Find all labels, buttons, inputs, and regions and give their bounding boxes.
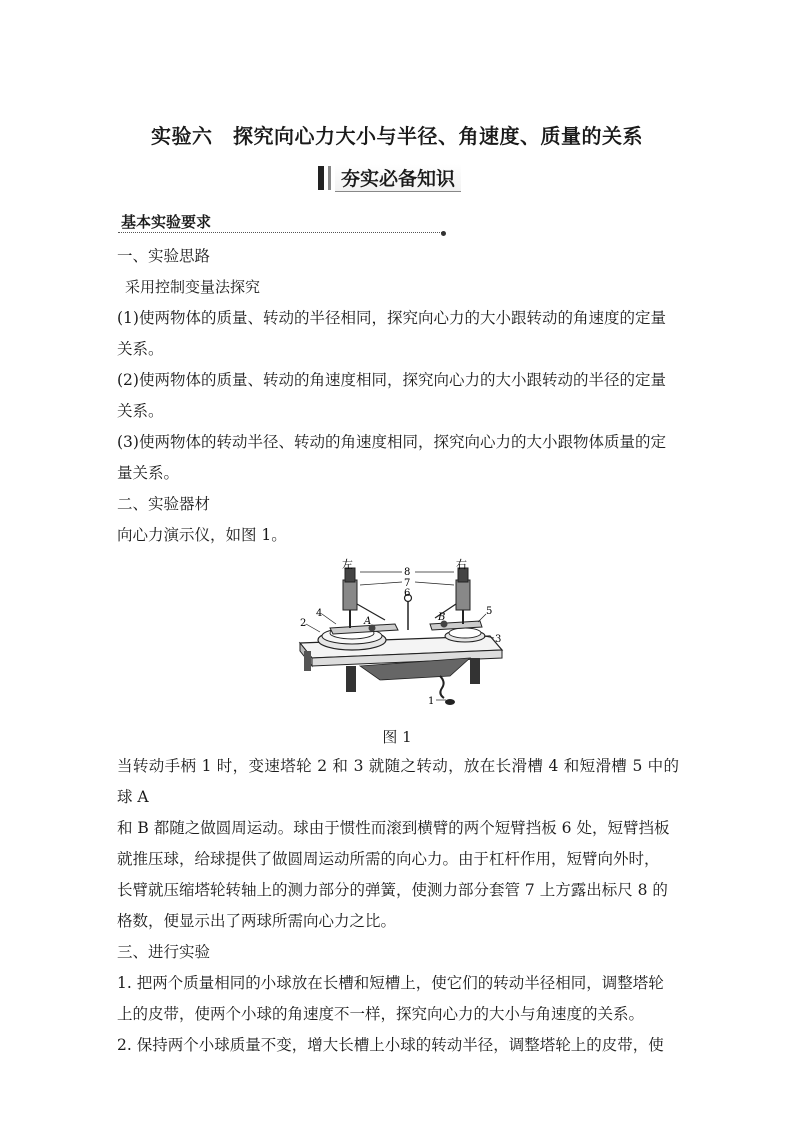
- figure-num-2: 2: [300, 618, 307, 629]
- crank-handle: [440, 676, 444, 698]
- item1-line2: 关系。: [117, 340, 164, 358]
- page-title: 实验六 探究向心力大小与半径、角速度、质量的关系: [151, 124, 643, 148]
- section-heading: [118, 211, 444, 233]
- step2-line1: 2. 保持两个小球质量不变，增大长槽上小球的转动半径，调整塔轮上的皮带，使: [117, 1036, 664, 1054]
- item2-line1: (2)使两物体的质量、转动的角速度相同，探究向心力的大小跟转动的半径的定量: [117, 371, 666, 389]
- item2-line2: 关系。: [117, 402, 164, 420]
- figure-num-8: 8: [404, 567, 411, 578]
- heading-experiment-idea: 一、实验思路: [117, 247, 211, 265]
- table-leg-front-right: [470, 658, 480, 684]
- crank-knob: [445, 699, 455, 705]
- figure-right-label: 右: [456, 558, 467, 571]
- banner-bar-thin-icon: [328, 166, 331, 190]
- banner-bar-icon: [318, 166, 324, 190]
- heading-equipment: 二、实验器材: [117, 495, 211, 513]
- table-leg-front-left: [346, 666, 356, 692]
- item1-line1: (1)使两物体的质量、转动的半径相同，探究向心力的大小跟转动的角速度的定量: [117, 309, 666, 327]
- figure-left-label: 左: [342, 558, 353, 571]
- figure-num-6: 6: [404, 588, 411, 599]
- heading-procedure: 三、进行实验: [117, 943, 211, 961]
- right-pulley-top: [449, 628, 481, 638]
- figure-num-1: 1: [428, 696, 435, 707]
- item3-line1: (3)使两物体的转动半径、转动的角速度相同，探究向心力的大小跟物体质量的定: [117, 433, 666, 451]
- right-sleeve: [456, 580, 470, 610]
- section-banner: [318, 164, 461, 192]
- figure-num-4: 4: [316, 608, 323, 619]
- text-block-top: [117, 241, 679, 551]
- figure-num-3: 3: [495, 634, 502, 645]
- figure-caption: 图 1: [382, 728, 412, 746]
- equipment-line: 向心力演示仪，如图 1。: [117, 526, 287, 544]
- figure-num-5: 5: [486, 606, 493, 617]
- item3-line2: 量关系。: [117, 464, 180, 482]
- section-heading-dot-icon: [441, 231, 446, 236]
- banner-text: 夯实必备知识: [335, 164, 461, 192]
- section-heading-label: 基本实验要求: [121, 213, 212, 231]
- desc-line4: 长臂就压缩塔轮转轴上的测力部分的弹簧，使测力部分套管 7 上方露出标尺 8 的: [117, 881, 668, 899]
- figure-num-7: 7: [404, 578, 411, 589]
- table-leg-back-left: [304, 651, 311, 671]
- desc-line3: 就推压球，给球提供了做圆周运动所需的向心力。由于杠杆作用，短臂向外时，: [117, 850, 660, 868]
- step1-line2: 上的皮带，使两个小球的角速度不一样，探究向心力的大小与角速度的关系。: [117, 1005, 645, 1023]
- figure-ball-a-label: A: [364, 616, 372, 627]
- desc-line5: 格数，便显示出了两球所需向心力之比。: [117, 912, 397, 930]
- section-heading-underline: [118, 232, 444, 233]
- text-block-bottom: [117, 751, 679, 1061]
- centripetal-force-apparatus-figure: [290, 558, 510, 708]
- desc-line2: 和 B 都随之做圆周运动。球由于惯性而滚到横臂的两个短臂挡板 6 处，短臂挡板: [117, 819, 670, 837]
- method-line: 采用控制变量法探究: [125, 278, 261, 296]
- left-sleeve: [343, 580, 357, 610]
- desc-line1: 当转动手柄 1 时，变速塔轮 2 和 3 就随之转动，放在长滑槽 4 和短滑槽 5 中的球 A: [117, 757, 679, 806]
- figure-ball-b-label: B: [438, 612, 446, 623]
- step1-line1: 1. 把两个质量相同的小球放在长槽和短槽上，使它们的转动半径相同，调整塔轮: [117, 974, 664, 992]
